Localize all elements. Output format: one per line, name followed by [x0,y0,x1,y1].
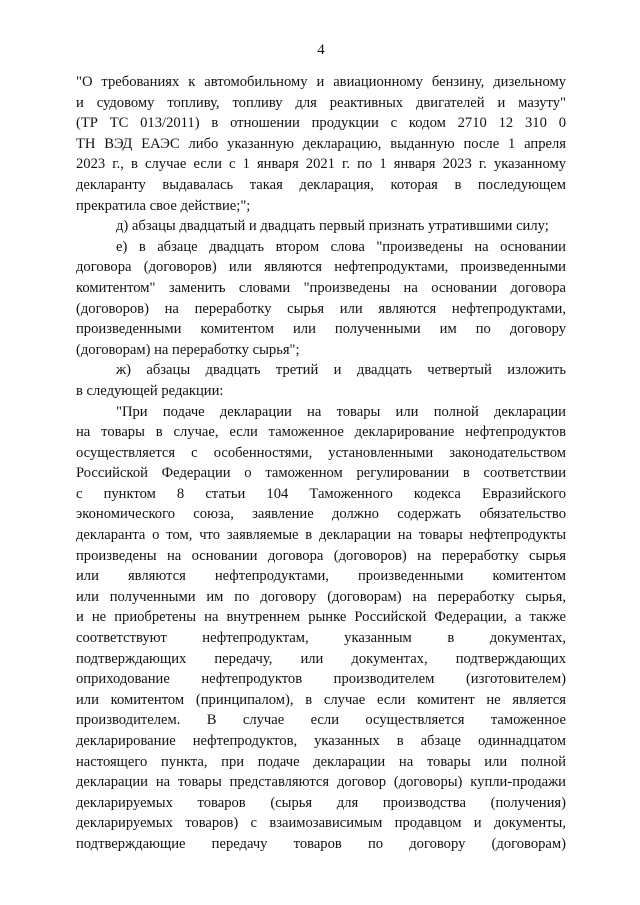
text-line: или комитентом (принципалом), в случае если комитент не является [76,691,566,708]
text-line: прекратила свое действие;"; [76,197,251,214]
text-line: и судовому топливу, топливу для реактивных двигателей и мазуту" [76,94,566,111]
text-line: подтверждающих передачу, или документах, подтверждающих [76,650,566,667]
text-line: е) в абзаце двадцать втором слова "произведены на основании [116,238,566,255]
paragraph [76,216,566,237]
text-line: 2023 г., в случае если с 1 января 2021 г. по 1 января 2023 г. указанному [76,156,566,173]
text-line: или полученными им по договору (договорам) на переработку сырья, [76,588,566,605]
text-line: декларации на товары представляются договор (договоры) купли-продажи [76,774,566,791]
text-line: с пунктом 8 статьи 104 Таможенного кодекса Евразийского [76,485,566,502]
text-line: (договоров) на переработку сырья или являются нефтепродуктами, [76,300,566,317]
text-line: произведены на основании договора (договоров) на переработку сырья [76,547,566,564]
text-line: д) абзацы двадцатый и двадцать первый признать утратившими силу; [116,218,549,235]
text-line: соответствуют нефтепродуктам, указанным в документах, [76,630,566,647]
text-line: или являются нефтепродуктами, произведенными комитентом [76,568,566,585]
text-line: "О требованиях к автомобильному и авиационному бензину, дизельному [76,74,566,90]
text-line: осуществляется с особенностями, установленными законодательством [76,444,566,461]
paragraph [76,72,566,216]
paragraph [76,360,566,401]
text-line: декларирование нефтепродуктов, указанных в абзаце одиннадцатом [76,733,566,749]
text-line: ТН ВЭД ЕАЭС либо указанную декларацию, выданную после 1 апреля [76,135,566,152]
document-body [76,72,566,855]
text-line: Российской Федерации о таможенном регулировании в соответствии [76,465,566,482]
text-line: оприходование нефтепродуктов производителем (изготовителем) [76,671,566,688]
paragraph [76,237,566,361]
text-line: настоящего пункта, при подаче декларации на товары или полной [76,753,566,770]
text-line: (договорам) на переработку сырья"; [76,341,300,358]
text-line: и не приобретены на внутреннем рынке Российской Федерации, а также [76,609,566,626]
text-line: экономического союза, заявление должно содержать обязательство [76,506,566,523]
text-line: "При подаче декларации на товары или полной декларации [116,403,566,420]
text-line: декларанта о том, что заявляемые в декларации на товары нефтепродукты [76,527,566,544]
text-line: производителем. В случае если осуществляется таможенное [76,712,566,729]
text-line: ж) абзацы двадцать третий и двадцать четвертый изложить [116,362,566,379]
text-line: декларанту выдавалась такая декларация, которая в последующем [76,176,566,193]
text-line: (ТР ТС 013/2011) в отношении продукции с кодом 2710 12 310 0 [76,115,566,132]
text-line: комитентом" заменить словами "произведены на основании договора [76,279,566,296]
document-page [76,0,566,905]
text-line: на товары в случае, если таможенное декларирование нефтепродуктов [76,424,566,441]
text-line: в следующей редакции: [76,382,224,399]
text-line: декларируемых товаров) с взаимозависимым продавцом и документы, [76,815,566,832]
page-number: 4 [317,42,325,58]
text-line: подтверждающие передачу товаров по договору (договорам) [76,835,566,852]
text-line: произведенными комитентом или полученными им по договору [76,321,566,338]
paragraph [76,402,566,855]
text-line: декларируемых товаров (сырья для производства (получения) [76,794,566,811]
text-line: договора (договоров) или являются нефтепродуктами, произведенными [76,259,566,276]
